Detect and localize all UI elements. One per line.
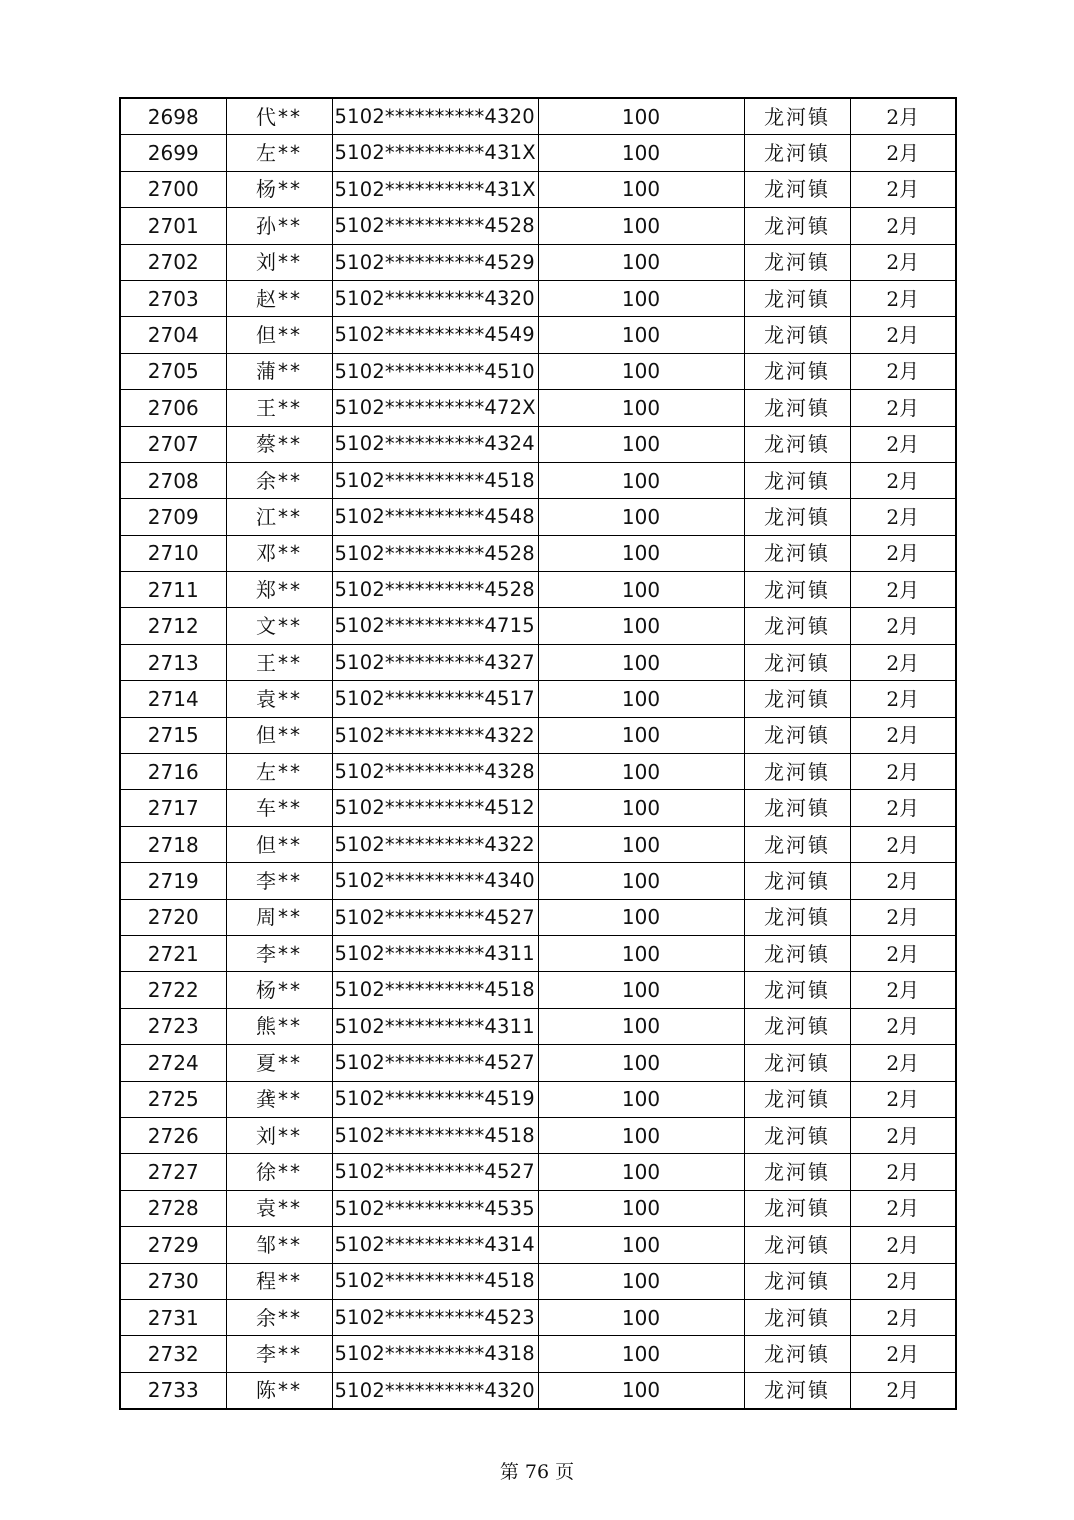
cell-amount: 100 bbox=[538, 1227, 744, 1263]
cell-amount: 100 bbox=[538, 280, 744, 316]
cell-name: 李** bbox=[226, 935, 332, 971]
cell-serial-number: 2716 bbox=[120, 754, 226, 790]
cell-month: 2月 bbox=[850, 462, 956, 498]
cell-serial-number: 2699 bbox=[120, 135, 226, 171]
cell-id-number: 5102**********4527 bbox=[332, 1154, 538, 1190]
cell-id-number: 5102**********4510 bbox=[332, 353, 538, 389]
table-body bbox=[120, 98, 956, 1409]
cell-name: 赵** bbox=[226, 280, 332, 316]
cell-name: 江** bbox=[226, 499, 332, 535]
subsidy-table bbox=[119, 97, 957, 1410]
cell-amount: 100 bbox=[538, 135, 744, 171]
cell-name: 程** bbox=[226, 1263, 332, 1299]
cell-id-number: 5102**********4527 bbox=[332, 1045, 538, 1081]
cell-month: 2月 bbox=[850, 535, 956, 571]
cell-month: 2月 bbox=[850, 426, 956, 462]
table-row bbox=[120, 1008, 956, 1044]
cell-name: 夏** bbox=[226, 1045, 332, 1081]
cell-id-number: 5102**********4519 bbox=[332, 1081, 538, 1117]
cell-amount: 100 bbox=[538, 208, 744, 244]
cell-amount: 100 bbox=[538, 1299, 744, 1335]
cell-town: 龙河镇 bbox=[744, 535, 850, 571]
cell-name: 代** bbox=[226, 98, 332, 135]
table-row bbox=[120, 899, 956, 935]
cell-id-number: 5102**********4328 bbox=[332, 754, 538, 790]
cell-month: 2月 bbox=[850, 1227, 956, 1263]
cell-serial-number: 2718 bbox=[120, 826, 226, 862]
table-row bbox=[120, 1263, 956, 1299]
cell-serial-number: 2701 bbox=[120, 208, 226, 244]
cell-town: 龙河镇 bbox=[744, 899, 850, 935]
cell-town: 龙河镇 bbox=[744, 826, 850, 862]
cell-town: 龙河镇 bbox=[744, 1117, 850, 1153]
cell-town: 龙河镇 bbox=[744, 572, 850, 608]
cell-id-number: 5102**********4324 bbox=[332, 426, 538, 462]
cell-name: 但** bbox=[226, 717, 332, 753]
cell-serial-number: 2719 bbox=[120, 863, 226, 899]
cell-name: 刘** bbox=[226, 1117, 332, 1153]
cell-amount: 100 bbox=[538, 572, 744, 608]
cell-serial-number: 2724 bbox=[120, 1045, 226, 1081]
cell-id-number: 5102**********4528 bbox=[332, 535, 538, 571]
cell-town: 龙河镇 bbox=[744, 390, 850, 426]
cell-amount: 100 bbox=[538, 535, 744, 571]
cell-town: 龙河镇 bbox=[744, 135, 850, 171]
cell-name: 袁** bbox=[226, 681, 332, 717]
table-row bbox=[120, 353, 956, 389]
cell-town: 龙河镇 bbox=[744, 1263, 850, 1299]
cell-month: 2月 bbox=[850, 1299, 956, 1335]
cell-amount: 100 bbox=[538, 935, 744, 971]
cell-serial-number: 2729 bbox=[120, 1227, 226, 1263]
table-row bbox=[120, 608, 956, 644]
table-row bbox=[120, 390, 956, 426]
cell-id-number: 5102**********4518 bbox=[332, 1263, 538, 1299]
cell-serial-number: 2731 bbox=[120, 1299, 226, 1335]
cell-amount: 100 bbox=[538, 1190, 744, 1226]
cell-amount: 100 bbox=[538, 1372, 744, 1409]
cell-id-number: 5102**********4523 bbox=[332, 1299, 538, 1335]
table-row bbox=[120, 317, 956, 353]
cell-town: 龙河镇 bbox=[744, 98, 850, 135]
cell-serial-number: 2703 bbox=[120, 280, 226, 316]
cell-id-number: 5102**********4320 bbox=[332, 1372, 538, 1409]
cell-serial-number: 2732 bbox=[120, 1336, 226, 1372]
table-row bbox=[120, 790, 956, 826]
cell-id-number: 5102**********431X bbox=[332, 171, 538, 207]
cell-name: 熊** bbox=[226, 1008, 332, 1044]
cell-name: 徐** bbox=[226, 1154, 332, 1190]
cell-month: 2月 bbox=[850, 608, 956, 644]
cell-month: 2月 bbox=[850, 1045, 956, 1081]
cell-serial-number: 2723 bbox=[120, 1008, 226, 1044]
cell-amount: 100 bbox=[538, 171, 744, 207]
cell-month: 2月 bbox=[850, 935, 956, 971]
table-row bbox=[120, 1117, 956, 1153]
cell-name: 李** bbox=[226, 1336, 332, 1372]
cell-town: 龙河镇 bbox=[744, 171, 850, 207]
table-row bbox=[120, 935, 956, 971]
cell-amount: 100 bbox=[538, 972, 744, 1008]
cell-month: 2月 bbox=[850, 171, 956, 207]
cell-month: 2月 bbox=[850, 135, 956, 171]
table-row bbox=[120, 426, 956, 462]
cell-amount: 100 bbox=[538, 499, 744, 535]
table-row bbox=[120, 1336, 956, 1372]
cell-month: 2月 bbox=[850, 899, 956, 935]
cell-amount: 100 bbox=[538, 1008, 744, 1044]
cell-id-number: 5102**********4548 bbox=[332, 499, 538, 535]
cell-name: 杨** bbox=[226, 972, 332, 1008]
cell-month: 2月 bbox=[850, 1372, 956, 1409]
table-row bbox=[120, 1372, 956, 1409]
cell-name: 周** bbox=[226, 899, 332, 935]
cell-serial-number: 2713 bbox=[120, 644, 226, 680]
cell-id-number: 5102**********4314 bbox=[332, 1227, 538, 1263]
cell-id-number: 5102**********4518 bbox=[332, 462, 538, 498]
cell-amount: 100 bbox=[538, 1336, 744, 1372]
cell-name: 但** bbox=[226, 317, 332, 353]
cell-month: 2月 bbox=[850, 317, 956, 353]
cell-amount: 100 bbox=[538, 1045, 744, 1081]
cell-id-number: 5102**********4340 bbox=[332, 863, 538, 899]
cell-name: 邹** bbox=[226, 1227, 332, 1263]
cell-serial-number: 2730 bbox=[120, 1263, 226, 1299]
cell-serial-number: 2705 bbox=[120, 353, 226, 389]
cell-town: 龙河镇 bbox=[744, 1227, 850, 1263]
cell-serial-number: 2733 bbox=[120, 1372, 226, 1409]
cell-name: 左** bbox=[226, 135, 332, 171]
cell-id-number: 5102**********4549 bbox=[332, 317, 538, 353]
cell-id-number: 5102**********4322 bbox=[332, 826, 538, 862]
cell-town: 龙河镇 bbox=[744, 1372, 850, 1409]
cell-serial-number: 2706 bbox=[120, 390, 226, 426]
cell-town: 龙河镇 bbox=[744, 499, 850, 535]
cell-serial-number: 2698 bbox=[120, 98, 226, 135]
table-row bbox=[120, 681, 956, 717]
cell-amount: 100 bbox=[538, 899, 744, 935]
table-row bbox=[120, 826, 956, 862]
cell-month: 2月 bbox=[850, 208, 956, 244]
cell-name: 王** bbox=[226, 644, 332, 680]
cell-month: 2月 bbox=[850, 1154, 956, 1190]
table-row bbox=[120, 499, 956, 535]
cell-name: 蒲** bbox=[226, 353, 332, 389]
cell-id-number: 5102**********4529 bbox=[332, 244, 538, 280]
cell-town: 龙河镇 bbox=[744, 1008, 850, 1044]
cell-month: 2月 bbox=[850, 572, 956, 608]
cell-month: 2月 bbox=[850, 353, 956, 389]
cell-amount: 100 bbox=[538, 754, 744, 790]
table-row bbox=[120, 1227, 956, 1263]
cell-month: 2月 bbox=[850, 1263, 956, 1299]
cell-town: 龙河镇 bbox=[744, 717, 850, 753]
cell-month: 2月 bbox=[850, 790, 956, 826]
cell-id-number: 5102**********4512 bbox=[332, 790, 538, 826]
cell-month: 2月 bbox=[850, 717, 956, 753]
table-row bbox=[120, 280, 956, 316]
cell-month: 2月 bbox=[850, 244, 956, 280]
cell-id-number: 5102**********4518 bbox=[332, 972, 538, 1008]
cell-town: 龙河镇 bbox=[744, 935, 850, 971]
cell-amount: 100 bbox=[538, 462, 744, 498]
cell-town: 龙河镇 bbox=[744, 280, 850, 316]
cell-town: 龙河镇 bbox=[744, 1081, 850, 1117]
cell-month: 2月 bbox=[850, 1008, 956, 1044]
cell-town: 龙河镇 bbox=[744, 863, 850, 899]
cell-amount: 100 bbox=[538, 681, 744, 717]
cell-name: 郑** bbox=[226, 572, 332, 608]
cell-town: 龙河镇 bbox=[744, 426, 850, 462]
table-row bbox=[120, 244, 956, 280]
cell-amount: 100 bbox=[538, 790, 744, 826]
cell-amount: 100 bbox=[538, 353, 744, 389]
cell-serial-number: 2702 bbox=[120, 244, 226, 280]
cell-town: 龙河镇 bbox=[744, 1045, 850, 1081]
cell-serial-number: 2722 bbox=[120, 972, 226, 1008]
cell-id-number: 5102**********472X bbox=[332, 390, 538, 426]
cell-town: 龙河镇 bbox=[744, 462, 850, 498]
cell-town: 龙河镇 bbox=[744, 1299, 850, 1335]
cell-id-number: 5102**********4320 bbox=[332, 280, 538, 316]
cell-id-number: 5102**********4327 bbox=[332, 644, 538, 680]
cell-amount: 100 bbox=[538, 1081, 744, 1117]
cell-serial-number: 2708 bbox=[120, 462, 226, 498]
cell-name: 袁** bbox=[226, 1190, 332, 1226]
cell-id-number: 5102**********4322 bbox=[332, 717, 538, 753]
cell-name: 陈** bbox=[226, 1372, 332, 1409]
cell-month: 2月 bbox=[850, 681, 956, 717]
cell-town: 龙河镇 bbox=[744, 208, 850, 244]
table-row bbox=[120, 644, 956, 680]
table-row bbox=[120, 171, 956, 207]
cell-serial-number: 2709 bbox=[120, 499, 226, 535]
cell-id-number: 5102**********4715 bbox=[332, 608, 538, 644]
cell-amount: 100 bbox=[538, 426, 744, 462]
cell-amount: 100 bbox=[538, 608, 744, 644]
cell-month: 2月 bbox=[850, 754, 956, 790]
cell-name: 孙** bbox=[226, 208, 332, 244]
table-row bbox=[120, 1045, 956, 1081]
cell-month: 2月 bbox=[850, 972, 956, 1008]
cell-month: 2月 bbox=[850, 644, 956, 680]
cell-month: 2月 bbox=[850, 280, 956, 316]
table-row bbox=[120, 717, 956, 753]
cell-id-number: 5102**********4528 bbox=[332, 208, 538, 244]
cell-id-number: 5102**********4528 bbox=[332, 572, 538, 608]
cell-name: 余** bbox=[226, 1299, 332, 1335]
page-number: 第 76 页 bbox=[499, 1461, 575, 1483]
cell-serial-number: 2727 bbox=[120, 1154, 226, 1190]
cell-amount: 100 bbox=[538, 390, 744, 426]
cell-serial-number: 2726 bbox=[120, 1117, 226, 1153]
cell-town: 龙河镇 bbox=[744, 790, 850, 826]
cell-id-number: 5102**********4517 bbox=[332, 681, 538, 717]
cell-month: 2月 bbox=[850, 1336, 956, 1372]
cell-name: 邓** bbox=[226, 535, 332, 571]
cell-amount: 100 bbox=[538, 826, 744, 862]
table-row bbox=[120, 1081, 956, 1117]
cell-amount: 100 bbox=[538, 1154, 744, 1190]
cell-month: 2月 bbox=[850, 826, 956, 862]
table-row bbox=[120, 863, 956, 899]
cell-serial-number: 2704 bbox=[120, 317, 226, 353]
cell-town: 龙河镇 bbox=[744, 1190, 850, 1226]
cell-id-number: 5102**********4527 bbox=[332, 899, 538, 935]
table-row bbox=[120, 462, 956, 498]
cell-month: 2月 bbox=[850, 98, 956, 135]
cell-serial-number: 2715 bbox=[120, 717, 226, 753]
cell-serial-number: 2717 bbox=[120, 790, 226, 826]
table-row bbox=[120, 754, 956, 790]
cell-serial-number: 2721 bbox=[120, 935, 226, 971]
cell-name: 杨** bbox=[226, 171, 332, 207]
cell-town: 龙河镇 bbox=[744, 608, 850, 644]
cell-town: 龙河镇 bbox=[744, 644, 850, 680]
table-row bbox=[120, 98, 956, 135]
cell-month: 2月 bbox=[850, 1190, 956, 1226]
cell-name: 龚** bbox=[226, 1081, 332, 1117]
cell-amount: 100 bbox=[538, 1263, 744, 1299]
cell-serial-number: 2710 bbox=[120, 535, 226, 571]
cell-serial-number: 2707 bbox=[120, 426, 226, 462]
table-row bbox=[120, 1190, 956, 1226]
cell-name: 余** bbox=[226, 462, 332, 498]
table-row bbox=[120, 1299, 956, 1335]
cell-month: 2月 bbox=[850, 390, 956, 426]
cell-amount: 100 bbox=[538, 317, 744, 353]
cell-amount: 100 bbox=[538, 717, 744, 753]
cell-amount: 100 bbox=[538, 1117, 744, 1153]
cell-name: 左** bbox=[226, 754, 332, 790]
cell-amount: 100 bbox=[538, 98, 744, 135]
table-row bbox=[120, 972, 956, 1008]
cell-town: 龙河镇 bbox=[744, 1154, 850, 1190]
cell-serial-number: 2725 bbox=[120, 1081, 226, 1117]
cell-name: 蔡** bbox=[226, 426, 332, 462]
cell-id-number: 5102**********4311 bbox=[332, 935, 538, 971]
cell-month: 2月 bbox=[850, 1117, 956, 1153]
table-row bbox=[120, 572, 956, 608]
cell-name: 李** bbox=[226, 863, 332, 899]
cell-month: 2月 bbox=[850, 863, 956, 899]
cell-id-number: 5102**********4311 bbox=[332, 1008, 538, 1044]
cell-id-number: 5102**********4535 bbox=[332, 1190, 538, 1226]
cell-town: 龙河镇 bbox=[744, 244, 850, 280]
cell-id-number: 5102**********4518 bbox=[332, 1117, 538, 1153]
cell-id-number: 5102**********4320 bbox=[332, 98, 538, 135]
cell-amount: 100 bbox=[538, 644, 744, 680]
cell-name: 文** bbox=[226, 608, 332, 644]
cell-month: 2月 bbox=[850, 499, 956, 535]
cell-name: 王** bbox=[226, 390, 332, 426]
table-row bbox=[120, 208, 956, 244]
cell-month: 2月 bbox=[850, 1081, 956, 1117]
cell-town: 龙河镇 bbox=[744, 353, 850, 389]
table-row bbox=[120, 535, 956, 571]
cell-town: 龙河镇 bbox=[744, 972, 850, 1008]
cell-serial-number: 2714 bbox=[120, 681, 226, 717]
table-row bbox=[120, 135, 956, 171]
cell-serial-number: 2720 bbox=[120, 899, 226, 935]
cell-id-number: 5102**********431X bbox=[332, 135, 538, 171]
cell-name: 车** bbox=[226, 790, 332, 826]
cell-serial-number: 2712 bbox=[120, 608, 226, 644]
cell-amount: 100 bbox=[538, 863, 744, 899]
cell-name: 刘** bbox=[226, 244, 332, 280]
cell-serial-number: 2728 bbox=[120, 1190, 226, 1226]
cell-town: 龙河镇 bbox=[744, 681, 850, 717]
table-row bbox=[120, 1154, 956, 1190]
cell-serial-number: 2700 bbox=[120, 171, 226, 207]
cell-serial-number: 2711 bbox=[120, 572, 226, 608]
cell-id-number: 5102**********4318 bbox=[332, 1336, 538, 1372]
cell-amount: 100 bbox=[538, 244, 744, 280]
cell-town: 龙河镇 bbox=[744, 317, 850, 353]
cell-town: 龙河镇 bbox=[744, 1336, 850, 1372]
cell-name: 但** bbox=[226, 826, 332, 862]
cell-town: 龙河镇 bbox=[744, 754, 850, 790]
